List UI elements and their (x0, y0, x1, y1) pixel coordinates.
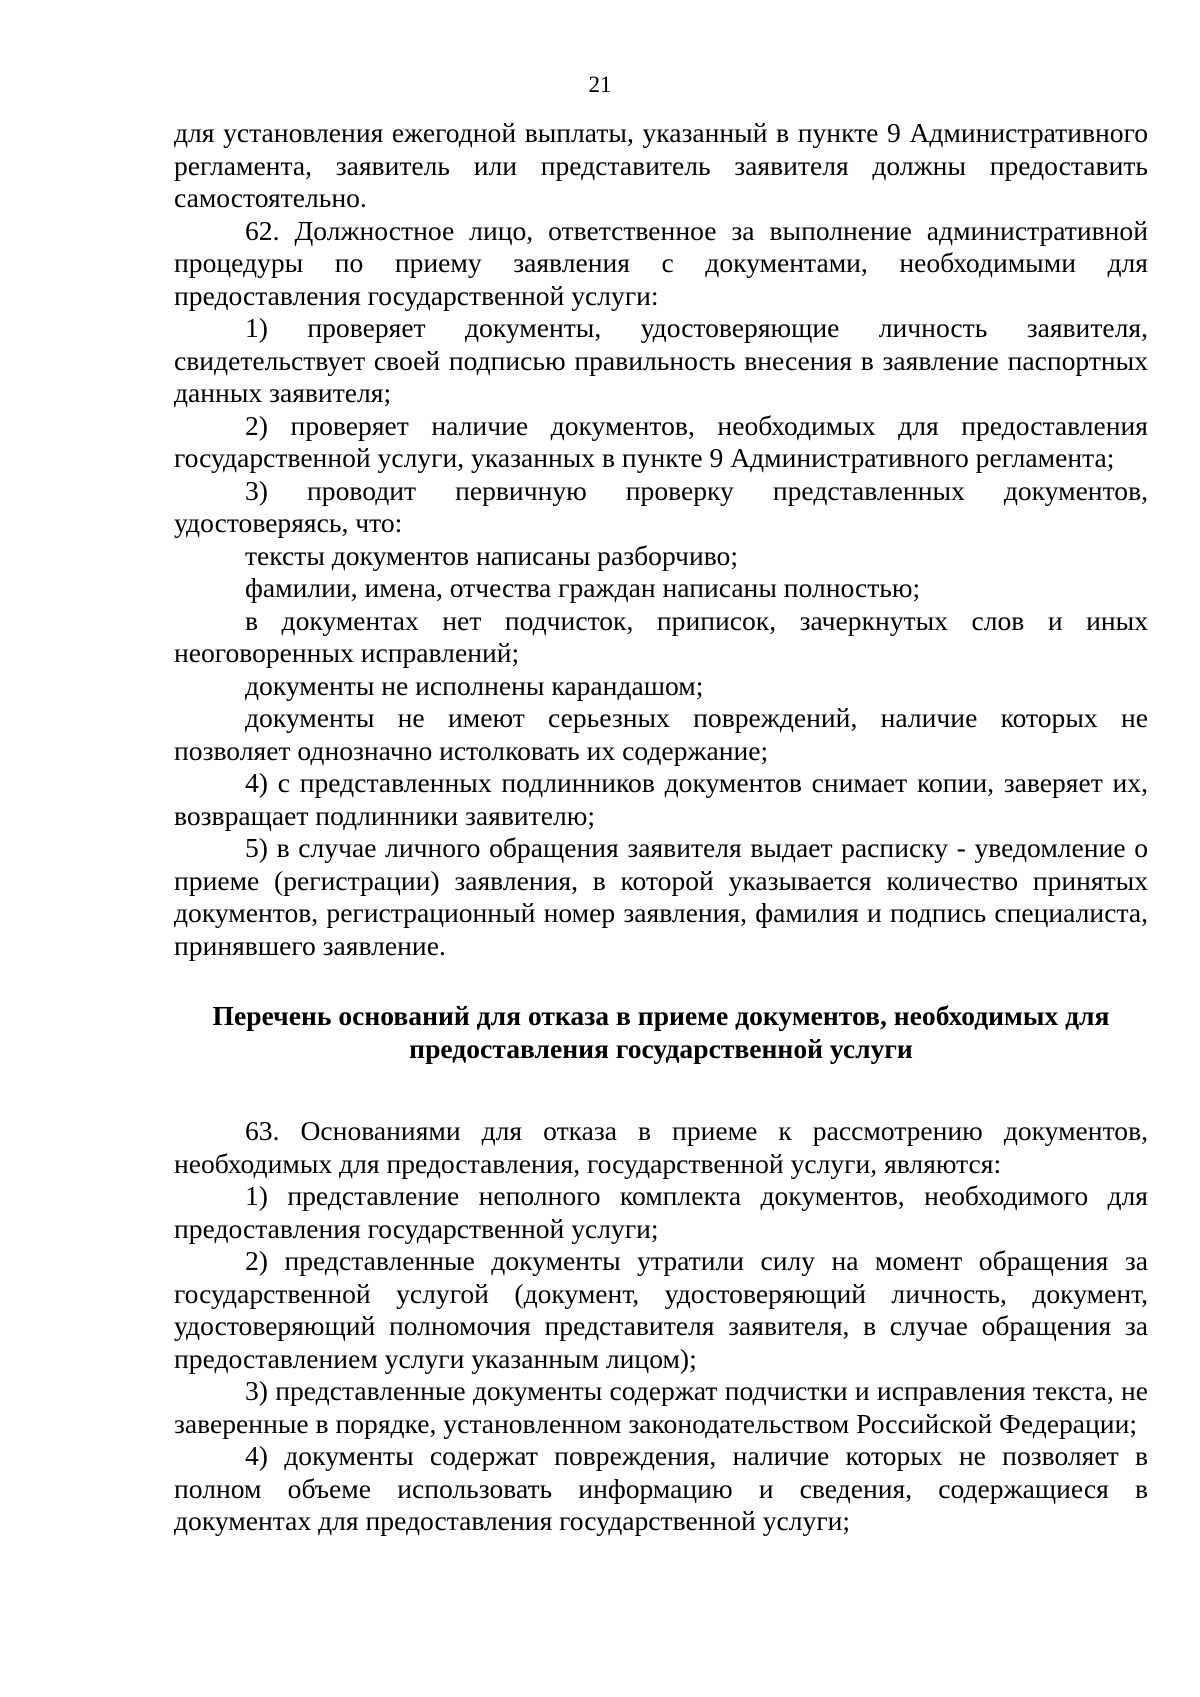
paragraph: в документах нет подчисток, приписок, зачеркнутых слов и иных неоговоренных исправлений; (174, 604, 1148, 668)
paragraph: документы не имеют серьезных повреждений, наличие которых не позволяет однозначно истолковать их содержание; (174, 702, 1148, 766)
paragraph: 4) документы содержат повреждения, наличие которых не позволяет в полном объеме использовать информацию и сведения, содержащиеся в документах для предоставления государственной услуги; (174, 1440, 1148, 1536)
document-body (174, 117, 1148, 1538)
page-number: 21 (588, 72, 612, 97)
paragraph: для установления ежегодной выплаты, указанный в пункте 9 Административного регламента, заявитель или представитель заявителя должны предоставить самостоятельно. (174, 117, 1148, 213)
paragraph: 1) представление неполного комплекта документов, необходимого для предоставления государственной услуги; (174, 1180, 1148, 1244)
paragraph: фамилии, имена, отчества граждан написаны полностью; (245, 572, 921, 603)
paragraph: 3) представленные документы содержат подчистки и исправления текста, не заверенные в порядке, установленном законодательством Российской Федерации; (174, 1375, 1148, 1439)
paragraphs-after-heading (174, 1115, 1148, 1538)
paragraph: 4) с представленных подлинников документов снимает копии, заверяет их, возвращает подлинники заявителю; (174, 767, 1148, 831)
paragraph: 2) проверяет наличие документов, необходимых для предоставления государственной услуги, указанных в пункте 9 Административного регламента; (174, 409, 1148, 473)
paragraph: 3) проводит первичную проверку представленных документов, удостоверяясь, что: (174, 474, 1148, 538)
paragraph: 2) представленные документы утратили силу на момент обращения за государственной услугой (документ, удостоверяющий личность, документ, удостоверяющий полномочия представителя заявителя, в случае обращения за предоставлением услуги указанным лицом); (174, 1245, 1148, 1374)
paragraphs-before-heading (174, 117, 1148, 962)
paragraph: 62. Должностное лицо, ответственное за выполнение административной процедуры по приему заявления с документами, необходимыми для предоставления государственной услуги: (174, 214, 1148, 311)
paragraph: тексты документов написаны разборчиво; (245, 539, 739, 571)
paragraph: 5) в случае личного обращения заявителя выдает расписку - уведомление о приеме (регистрации) заявления, в которой указывается количество принятых документов, регистрационный номер заявления, фамилия и подпись специалиста, принявшего заявление. (174, 832, 1148, 961)
paragraph: 1) проверяет документы, удостоверяющие личность заявителя, свидетельствует своей подписью правильность внесения в заявление паспортных данных заявителя; (174, 312, 1148, 408)
section-heading: Перечень оснований для отказа в приеме документов, необходимых для предоставления государственной услуги (212, 1000, 1110, 1064)
paragraph: документы не исполнены карандашом; (245, 669, 704, 701)
paragraph: 63. Основаниями для отказа в приеме к рассмотрению документов, необходимых для предоставления, государственной услуги, являются: (174, 1115, 1148, 1179)
